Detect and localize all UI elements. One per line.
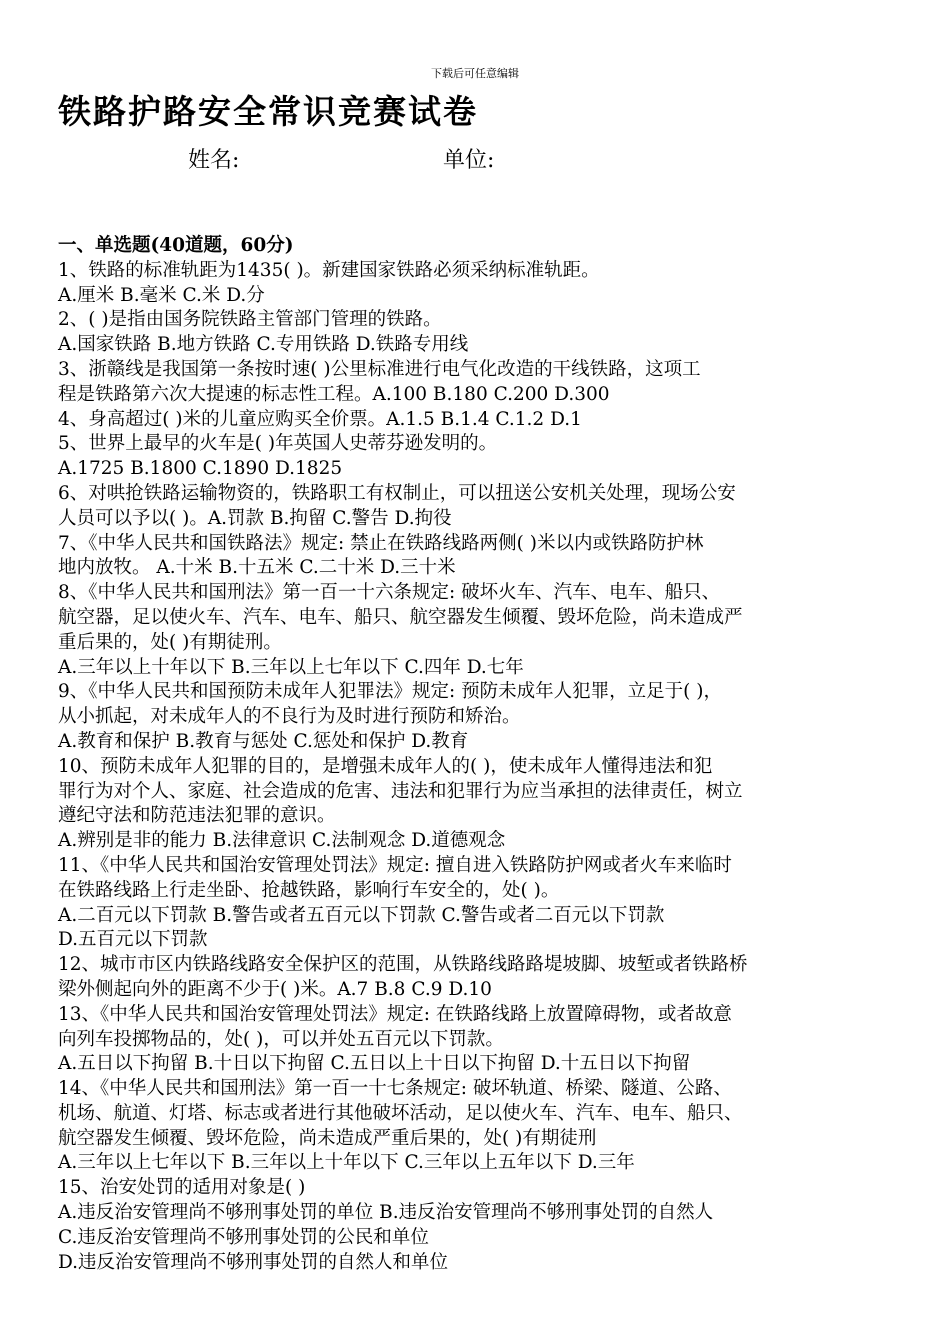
text-line: A.违反治安管理尚不够刑事处罚的单位 B.违反治安管理尚不够刑事处罚的自然人 [58, 1202, 714, 1224]
text-line: 从小抓起，对未成年人的不良行为及时进行预防和矫治。 [58, 706, 521, 728]
text-line: C.违反治安管理尚不够刑事处罚的公民和单位 [58, 1226, 429, 1248]
text-line: D.违反治安管理尚不够刑事处罚的自然人和单位 [58, 1251, 449, 1273]
text-line: A.厘米 B.毫米 C.米 D.分 [58, 284, 265, 306]
text-line: A.1725 B.1800 C.1890 D.1825 [58, 458, 343, 480]
section-heading: 一、单选题(40道题，60分) [58, 235, 294, 256]
text-line: 12、城市市区内铁路线路安全保护区的范围，从铁路线路路堤坡脚、坡堑或者铁路桥 [58, 954, 748, 976]
text-line: 3、浙赣线是我国第一条按时速( )公里标准进行电气化改造的干线铁路，这项工 [58, 358, 701, 380]
header-note: 下载后可任意编辑 [431, 67, 519, 80]
name-field-label: 姓名: [188, 148, 240, 173]
text-line: 人员可以予以( )。A.罚款 B.拘留 C.警告 D.拘役 [58, 507, 452, 529]
text-line: 程是铁路第六次大提速的标志性工程。A.100 B.180 C.200 D.300 [58, 383, 610, 405]
text-line: 航空器，足以使火车、汽车、电车、船只、航空器发生倾覆、毁坏危险，尚未造成严 [58, 606, 743, 628]
text-line: 1、铁路的标准轨距为1435( )。新建国家铁路必须采纳标准轨距。 [58, 259, 600, 281]
text-line: 航空器发生倾覆、毁坏危险，尚未造成严重后果的，处( )有期徒刑 [58, 1127, 597, 1149]
text-line: 地内放牧。 A.十米 B.十五米 C.二十米 D.三十米 [58, 557, 456, 579]
text-line: 14、《中华人民共和国刑法》第一百一十七条规定: 破坏轨道、桥梁、隧道、公路、 [58, 1078, 732, 1100]
text-line: 15、治安处罚的适用对象是( ) [58, 1177, 306, 1199]
text-line: 13、《中华人民共和国治安管理处罚法》规定: 在铁路线路上放置障碍物，或者故意 [58, 1003, 732, 1025]
text-line: 梁外侧起向外的距离不少于( )米。A.7 B.8 C.9 D.10 [58, 978, 492, 1000]
text-line: A.国家铁路 B.地方铁路 C.专用铁路 D.铁路专用线 [58, 334, 469, 356]
text-line: 遵纪守法和防范违法犯罪的意识。 [58, 805, 336, 827]
text-line: 7、《中华人民共和国铁路法》规定: 禁止在铁路线路两侧( )米以内或铁路防护林 [58, 532, 704, 554]
text-line: A.二百元以下罚款 B.警告或者五百元以下罚款 C.警告或者二百元以下罚款 [58, 904, 665, 926]
text-line: 在铁路线路上行走坐卧、抢越铁路，影响行车安全的，处( )。 [58, 879, 560, 901]
text-line: 8、《中华人民共和国刑法》第一百一十六条规定: 破坏火车、汽车、电车、船只、 [58, 582, 721, 604]
text-line: 11、《中华人民共和国治安管理处罚法》规定: 擅自进入铁路防护网或者火车来临时 [58, 854, 732, 876]
text-line: A.三年以上十年以下 B.三年以上七年以下 C.四年 D.七年 [58, 656, 524, 678]
text-line: 6、对哄抢铁路运输物资的，铁路职工有权制止，可以扭送公安机关处理，现场公安 [58, 482, 736, 504]
text-line: 2、( )是指由国务院铁路主管部门管理的铁路。 [58, 309, 442, 331]
text-line: 向列车投掷物品的，处( )，可以并处五百元以下罚款。 [58, 1028, 504, 1050]
text-line: 10、预防未成年人犯罪的目的，是增强未成年人的( )，使未成年人懂得违法和犯 [58, 755, 713, 777]
text-line: A.三年以上七年以下 B.三年以上十年以下 C.三年以上五年以下 D.三年 [58, 1152, 635, 1174]
text-line: 机场、航道、灯塔、标志或者进行其他破坏活动，足以使火车、汽车、电车、船只、 [58, 1102, 743, 1124]
text-line: A.辨别是非的能力 B.法律意识 C.法制观念 D.道德观念 [58, 830, 506, 852]
text-line: D.五百元以下罚款 [58, 929, 208, 951]
text-line: 9、《中华人民共和国预防未成年人犯罪法》规定: 预防未成年人犯罪，立足于( )， [58, 681, 722, 703]
text-line: A.五日以下拘留 B.十日以下拘留 C.五日以上十日以下拘留 D.十五日以下拘留 [58, 1053, 691, 1075]
text-line: 4、身高超过( )米的儿童应购买全价票。A.1.5 B.1.4 C.1.2 D.1 [58, 408, 582, 430]
page-title: 铁路护路安全常识竞赛试卷 [58, 92, 478, 131]
text-line: 5、世界上最早的火车是( )年英国人史蒂芬逊发明的。 [58, 433, 498, 455]
question-body [58, 234, 890, 1275]
unit-field-label: 单位: [443, 148, 495, 173]
text-line: 重后果的，处( )有期徒刑。 [58, 631, 282, 653]
text-line: 罪行为对个人、家庭、社会造成的危害、违法和犯罪行为应当承担的法律责任，树立 [58, 780, 743, 802]
text-line: A.教育和保护 B.教育与惩处 C.惩处和保护 D.教育 [58, 730, 469, 752]
